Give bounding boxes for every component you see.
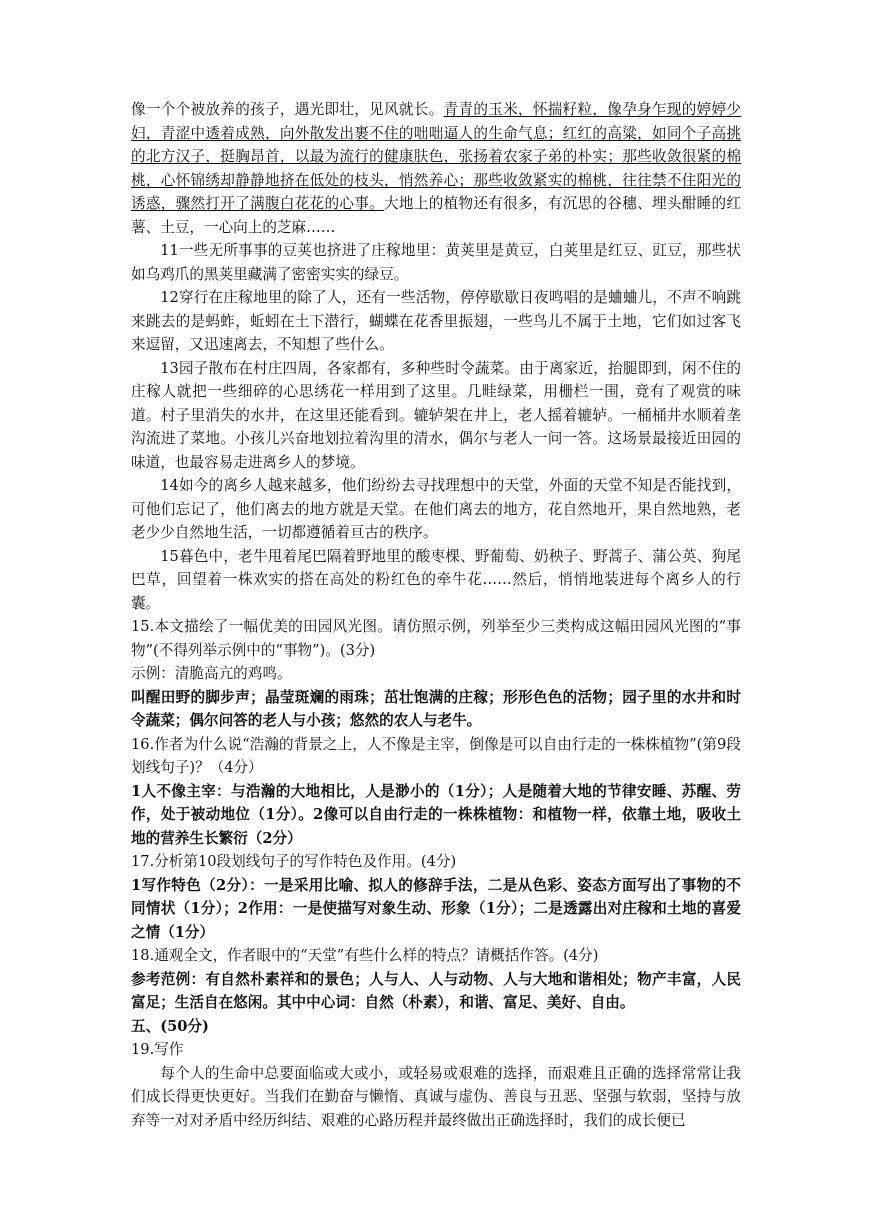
question-15: 15.本文描绘了一幅优美的田园风光图。请仿照示例，列举至少三类构成这幅田园风光图的“事物”(不得列举示例中的“事物”)。(3分) (131, 618, 741, 659)
para10-tail: 大地上的植物还有很多，有沉思的谷穗、埋头酣睡的红薯、土豆，一心向上的芝麻…… (131, 195, 741, 236)
paragraph-11: 11一些无所事事的豆荚也挤进了庄稼地里：黄荚里是黄豆，白荚里是红豆、豇豆，那些状如乌鸡爪的黑荚里藏满了密密实实的绿豆。 (131, 242, 741, 283)
answer-18: 参考范例：有自然朴素祥和的景色；人与人、人与动物、人与大地和谐相处；物产丰富，人民富足；生活自在悠闲。其中中心词：自然（朴素），和谐、富足、美好、自由。 (131, 970, 741, 1011)
paragraph-15: 15暮色中，老牛甩着尾巴隔着野地里的酸枣棵、野葡萄、奶秧子、野蒿子、蒲公英、狗尾巴草，回望着一株欢实的搭在高处的粉红色的牵牛花……然后，悄悄地装进每个离乡人的行囊。 (131, 547, 741, 612)
answer-17: 1写作特色（2分）：一是采用比喻、拟人的修辞手法，二是从色彩、姿态方面写出了事物的不同情状（1分）；2作用：一是使描写对象生动、形象（1分）；二是透露出对庄稼和土地的喜爱之情（1分） (131, 876, 741, 941)
paragraph-13: 13园子散布在村庄四周，各家都有，多种些时令蔬菜。由于离家近，抬腿即到，闲不住的庄稼人就把一些细碎的心思绣花一样用到了这里。几畦绿菜，用栅栏一围，竟有了观赏的味道。村子里消失的水井，在这里还能看到。辘轳架在井上，老人摇着辘轳。一桶桶井水顺着垄沟流进了菜地。小孩儿兴奋地划拉着沟里的清水，偶尔与老人一问一答。这场景最接近田园的味道，也最容易走进离乡人的梦境。 (131, 359, 741, 471)
section-5-heading: 五、(50分) (131, 1017, 209, 1035)
question-17: 17.分析第10段划线句子的写作特色及作用。(4分) (131, 853, 457, 870)
document-page (131, 98, 741, 1132)
paragraph-14: 14如今的离乡人越来越多，他们纷纷去寻找理想中的天堂，外面的天堂不知是否能找到，可他们忘记了，他们离去的地方就是天堂。在他们离去的地方，花自然地开，果自然地熟，老老少少自然地生活，一切都遵循着亘古的秩序。 (131, 477, 741, 541)
question-15-example: 示例：清脆高亢的鸡鸣。 (131, 665, 292, 682)
writing-prompt: 每个人的生命中总要面临或大或小，或轻易或艰难的选择，而艰难且正确的选择常常让我们成长得更快更好。当我们在勤奋与懒惰、真诚与虚伪、善良与丑恶、坚强与软弱，坚持与放弃等一对对矛盾中经历纠结、艰难的心路历程并最终做出正确选择时，我们的成长便已 (131, 1064, 741, 1129)
answer-15: 叫醒田野的脚步声；晶莹斑斓的雨珠；茁壮饱满的庄稼；形形色色的活物；园子里的水井和时令蔬菜；偶尔问答的老人与小孩；悠然的农人与老牛。 (131, 688, 741, 729)
question-18: 18.通观全文，作者眼中的“天堂”有些什么样的特点？请概括作答。(4分) (131, 947, 599, 964)
question-19: 19.写作 (131, 1041, 184, 1058)
answer-16: 1人不像主宰：与浩瀚的大地相比，人是渺小的（1分）；人是随着大地的节律安睡、苏醒、劳作，处于被动地位（1分）。2像可以自由行走的一株株植物：和植物一样，依靠土地，吸收土地的营养生长繁衍（2分） (131, 782, 741, 847)
para10-underlined-sentence: 青青的玉米，怀揣籽粒，像孕身乍现的婷婷少妇，青涩中透着成熟，向外散发出裹不住的咄咄逼人的生命气息；红红的高粱，如同个子高挑的北方汉子，挺胸昂首，以最为流行的健康肤色，张扬着农家子弟的朴实；那些收敛很紧的棉桃，心怀锦绣却静静地挤在低处的枝头，悄然养心；那些收敛紧实的棉桃，往往禁不住阳光的诱惑，骤然打开了满腹白花花的心事。 (131, 101, 741, 212)
paragraph-12: 12穿行在庄稼地里的除了人，还有一些活物，停停歇歇日夜鸣唱的是蛐蛐儿，不声不响跳来跳去的是蚂蚱，蚯蚓在土下潜行，蝴蝶在花香里振翅，一些鸟儿不属于土地，它们如过客飞来逗留，又迅速离去，不知想了些什么。 (131, 289, 741, 353)
paragraph-10 (131, 98, 741, 239)
question-16: 16.作者为什么说“浩瀚的背景之上，人不像是主宰，倒像是可以自由行走的一株株植物”(第9段划线句子)？（4分） (131, 735, 741, 776)
para10-lead: 像一个个被放养的孩子，遇光即壮，见风就长。 (131, 101, 444, 118)
